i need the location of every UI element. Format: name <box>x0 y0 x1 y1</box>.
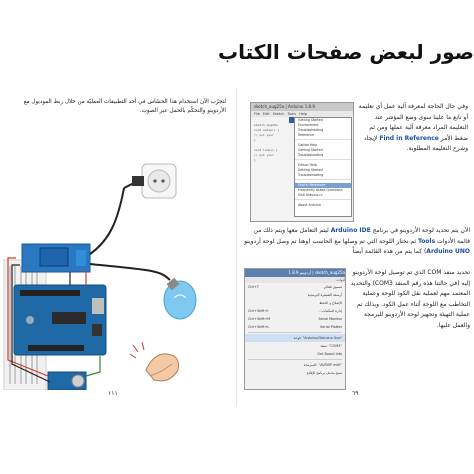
menu-item-label: "Arduino/Genuino Uno" :لوحة <box>293 336 342 340</box>
menu-item-shortcut: Ctrl+Shift+M <box>248 317 271 321</box>
menu-file[interactable]: File <box>254 112 260 116</box>
menu-item-label: "COM3" :منفذ <box>320 344 342 348</box>
tools-menu-item[interactable] <box>245 350 345 358</box>
left-page-number: ١١١ <box>108 390 118 397</box>
menu-edit[interactable]: Edit <box>262 112 270 116</box>
tools-menu-item[interactable] <box>245 291 345 299</box>
tools-menu-item[interactable] <box>245 361 345 369</box>
code-line: } <box>254 158 256 162</box>
help-menu-item[interactable]: Visit Arduino.cc <box>298 193 323 197</box>
help-menu-item[interactable]: Getting Started <box>298 148 323 152</box>
left-page <box>0 92 236 404</box>
text-span: لإيجاد وشرح التعليمة المطلوبة. <box>363 134 468 152</box>
highlight-find-in-reference: Find in Reference <box>379 134 439 142</box>
ide-title-bar: sketch_aug25a | أردوينو 1.8.9 <box>245 269 345 277</box>
help-dropdown <box>294 117 352 217</box>
ide-title-bar: sketch_aug25a | Arduino 1.8.9 <box>251 103 353 111</box>
menu-help[interactable]: Help <box>299 112 308 116</box>
menu-separator <box>248 332 342 333</box>
help-menu-item[interactable]: Troubleshooting <box>298 153 324 157</box>
menu-item-shortcut: Ctrl+Shift+I <box>248 309 269 313</box>
menu-separator <box>295 199 351 202</box>
code-line: sketch_aug25a <box>254 123 278 127</box>
menu-separator <box>295 159 351 162</box>
help-menu-item[interactable]: Galileo Help <box>298 143 318 147</box>
menu-sketch[interactable]: Sketch <box>272 112 285 116</box>
code-line: // put your <box>254 153 274 157</box>
text-block-com-port: تحديد منفذ COM الذي تم توصيل لوحة الأردوينو إليه (في حالتنا هذه رقم المنفذ COM3) والتحديد المعتمد مهم لعملية نقل الكود للوحة وعملية التخاطب مع اللوحة أثناء عمل الكود. وبذلك تم عملية التهيئة وتجهيز لوحة الأردوينو للبرمجة والعمل عليها. <box>350 269 470 329</box>
tools-menu-item[interactable] <box>245 307 345 315</box>
menu-item-shortcut: Ctrl+T <box>248 285 259 289</box>
help-menu-item[interactable]: Environment <box>298 123 319 127</box>
ide-help-menu-screenshot <box>250 102 354 222</box>
menu-tools[interactable]: Tools <box>287 112 297 116</box>
clapping-hands-icon <box>130 342 179 381</box>
help-menu-item[interactable]: Getting Started <box>298 168 323 172</box>
tools-menu-item[interactable] <box>245 334 345 342</box>
menu-item-label: Serial Plotter <box>320 325 342 329</box>
help-menu-item[interactable]: About Arduino <box>298 203 321 207</box>
light-bulb <box>164 278 196 319</box>
menu-item-label: الإصلاح و الحفظ <box>319 301 342 305</box>
ide-menu-bar[interactable]: أدوات <box>245 277 345 283</box>
spread-divider <box>236 88 237 406</box>
text-block-board-selection <box>244 226 470 258</box>
help-menu-item[interactable]: Edison Help <box>298 163 317 167</box>
code-line: void loop() { <box>254 148 278 152</box>
tools-menu-item[interactable] <box>245 369 345 377</box>
left-page-caption: لنجرّب الآن استخدام هذا الحسّاس في أحد التطبيقات العمليّة من خلال ربط الموديول مع الأردوينو والتحكّم بالحمل عبر الصوت. <box>23 99 226 114</box>
code-line: } <box>254 138 256 142</box>
tools-menu-item[interactable] <box>245 342 345 350</box>
help-menu-item[interactable]: Troubleshooting <box>298 173 324 177</box>
help-menu-item[interactable]: Frequently Asked Questions <box>298 188 343 192</box>
tools-dropdown <box>245 283 345 377</box>
code-line: // put your <box>254 133 274 137</box>
text-span: ثم نختار اللوحة التي تم وصلها مع الحاسب (وهنا تم وصل لوحة أردوينو <box>244 237 418 245</box>
text-span: وفي حال الحاجة لمعرفة آلية عمل أي تعليمة أو تابع ما علينا سوى وضع المؤشر عند التعليمة المراد معرفة آلية عملها ومن ثم ضغط الأمر <box>358 103 468 142</box>
menu-item-shortcut: Ctrl+Shift+L <box>248 325 270 329</box>
tools-menu-item[interactable] <box>245 299 345 307</box>
menu-item-label: "AVRISP mkII" :المبرمجة <box>303 363 342 367</box>
text-span: ) كما يتم من هذه القائمة أيضاً <box>352 248 427 255</box>
right-page-number: ٦٩ <box>352 390 359 397</box>
highlight-arduino-ide: Arduino IDE <box>330 227 371 234</box>
menu-item-label: Serial Monitor <box>318 317 342 321</box>
highlight-arduino-uno: Arduino UNO <box>426 248 470 255</box>
page-title: صور لبعض صفحات الكتاب <box>217 40 474 64</box>
menu-separator <box>295 179 351 182</box>
right-page <box>238 92 474 404</box>
tools-menu-item[interactable] <box>245 283 345 291</box>
tools-menu-item[interactable] <box>245 323 345 331</box>
menu-item-label: أرشفة الشيفرة البرمجية <box>307 293 342 297</box>
help-menu-item[interactable]: Troubleshooting <box>298 128 324 132</box>
help-menu-item[interactable]: Find in Reference <box>295 183 351 188</box>
menu-separator <box>248 359 342 360</box>
menu-separator <box>295 139 351 142</box>
menu-item-label: Get Board Info <box>317 352 342 356</box>
ide-tools-menu-screenshot <box>244 268 346 390</box>
menu-item-label: تنسيق تلقائي <box>323 285 342 289</box>
tools-menu-item[interactable] <box>245 315 345 323</box>
menu-item-label: نسخ محمل برنامج الإقلاع <box>306 371 342 375</box>
help-menu-item[interactable]: Getting Started <box>298 118 323 122</box>
highlight-tools: Tools <box>417 237 436 245</box>
menu-item-label: إدارة المكتبات... <box>318 309 342 313</box>
circuit-diagram <box>0 120 236 390</box>
text-block-find-reference <box>358 102 468 155</box>
help-menu-item[interactable]: Reference <box>298 133 315 137</box>
text-span: الآن يتم تحديد لوحة الأردوينو في برنامج <box>370 227 470 234</box>
code-line: void setup() { <box>254 128 280 132</box>
code-editor[interactable] <box>254 123 290 163</box>
text-span: ليتم التعامل معها ويتم ذلك من قائمة الأدوات <box>253 227 470 245</box>
